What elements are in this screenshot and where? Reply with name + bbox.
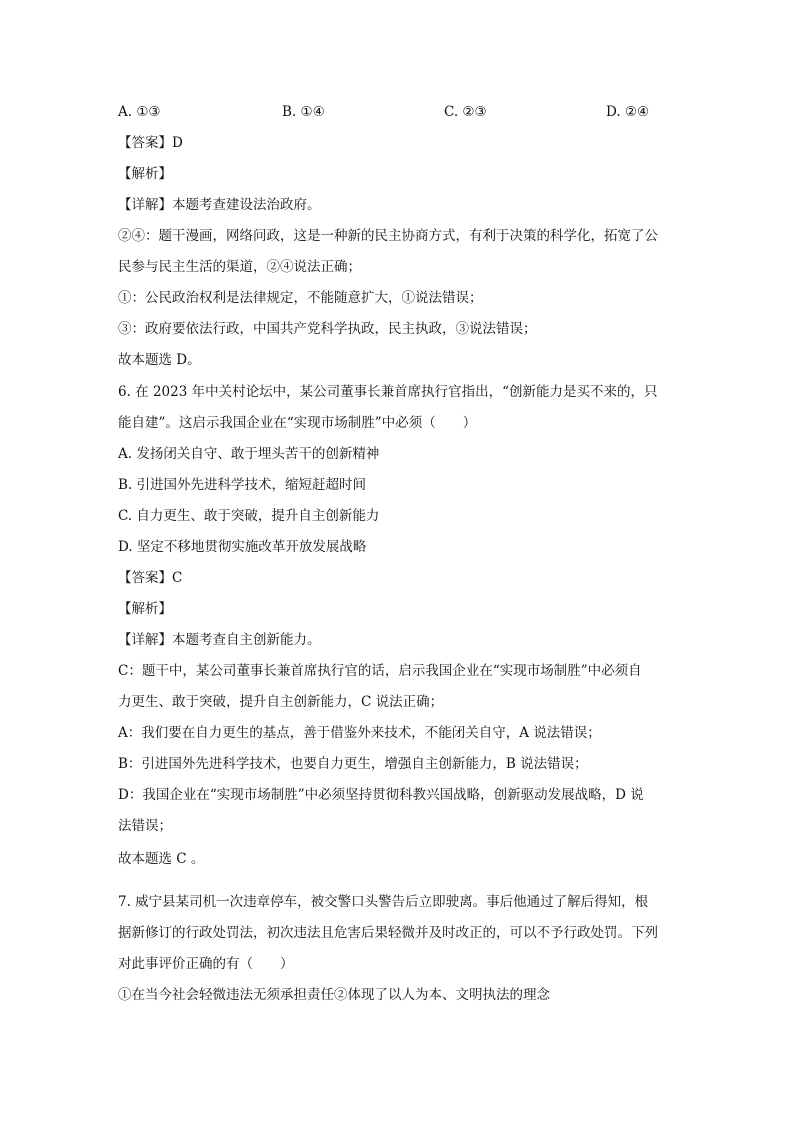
q6-analysis-heading: 【解析】 xyxy=(118,601,172,617)
q5-option-d: D. ②④ xyxy=(606,104,650,120)
q5-detail-line: ②④：题干漫画，网络问政，这是一种新的民主协商方式，有利于决策的科学化，拓宽了公 xyxy=(118,228,658,244)
q7-stem: 据新修订的行政处罚法，初次违法且危害后果轻微并及时改正的，可以不予行政处罚。下列 xyxy=(118,925,658,941)
q5-conclusion: 故本题选 D。 xyxy=(118,352,201,368)
q6-detail-line: A：我们要在自力更生的基点，善于借鉴外来技术，不能闭关自守，A 说法错误； xyxy=(118,725,601,741)
q6-option-a: A. 发扬闭关自守、敢于埋头苦干的创新精神 xyxy=(118,446,380,462)
q5-detail-line: 民参与民主生活的渠道，②④说法正确； xyxy=(118,259,361,275)
q6-option-d: D. 坚定不移地贯彻实施改革开放发展战略 xyxy=(118,539,367,555)
q7-statements: ①在当今社会轻微违法无须承担责任②体现了以人为本、文明执法的理念 xyxy=(118,987,550,1003)
q6-detail-line: D：我国企业在“实现市场制胜”中必须坚持贯彻科教兴国战略，创新驱动发展战略，D 说 xyxy=(118,787,644,803)
q6-detail-line: C：题干中，某公司董事长兼首席执行官的话，启示我国企业在“实现市场制胜”中必须自 xyxy=(118,663,642,679)
q6-detail-line: 法错误； xyxy=(118,818,172,834)
q5-option-b: B. ①④ xyxy=(282,104,325,120)
q5-detail-line: ①：公民政治权利是法律规定，不能随意扩大，①说法错误； xyxy=(118,290,483,306)
q6-detail-intro: 【详解】本题考查自主创新能力。 xyxy=(118,632,321,648)
q6-option-c: C. 自力更生、敢于突破，提升自主创新能力 xyxy=(118,508,380,524)
q5-option-c: C. ②③ xyxy=(444,104,487,120)
q6-option-b: B. 引进国外先进科学技术，缩短赶超时间 xyxy=(118,477,367,493)
q7-stem: 对此事评价正确的有（ ） xyxy=(118,956,294,972)
q5-analysis-heading: 【解析】 xyxy=(118,166,172,182)
q6-answer: 【答案】C xyxy=(118,570,183,586)
q5-detail-line: ③：政府要依法行政，中国共产党科学执政，民主执政，③说法错误； xyxy=(118,321,537,337)
q6-detail-line: B：引进国外先进科学技术，也要自力更生，增强自主创新能力，B 说法错误； xyxy=(118,756,588,772)
q5-detail-intro: 【详解】本题考查建设法治政府。 xyxy=(118,197,321,213)
q5-options-row xyxy=(118,102,658,122)
q6-conclusion: 故本题选 C 。 xyxy=(118,851,205,867)
q5-option-a: A. ①③ xyxy=(118,104,161,120)
q5-answer: 【答案】D xyxy=(118,135,183,151)
q6-stem: 能自建”。这启示我国企业在“实现市场制胜”中必须（ ） xyxy=(118,415,477,431)
q7-stem: 7. 威宁县某司机一次违章停车，被交警口头警告后立即驶离。事后他通过了解后得知，根 xyxy=(118,894,649,910)
q6-detail-line: 力更生、敢于突破，提升自主创新能力，C 说法正确； xyxy=(118,694,444,710)
q6-stem: 6. 在 2023 年中关村论坛中，某公司董事长兼首席执行官指出，“创新能力是买不来的，只 xyxy=(118,384,658,400)
